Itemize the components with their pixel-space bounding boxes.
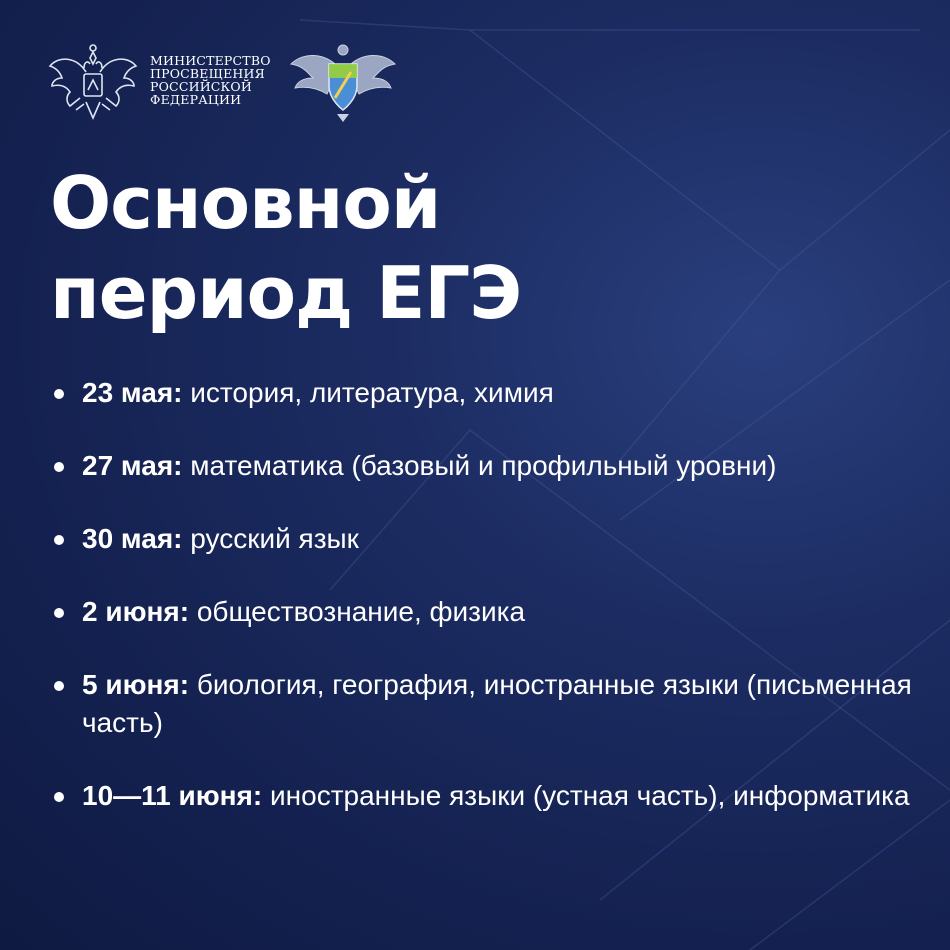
exam-date: 2 июня: [82,596,197,627]
exam-schedule-list [50,374,930,815]
list-item [50,777,930,815]
list-item [50,593,930,631]
bullet-icon [54,535,64,545]
exam-date: 5 июня: [82,669,197,700]
rosobrnadzor-eagle-emblem-icon [289,38,397,122]
exam-date: 30 мая: [82,523,191,554]
ministry-line: ФЕДЕРАЦИИ [150,92,242,107]
list-item [50,374,930,412]
list-item [50,666,930,742]
exam-subjects: обществознание, физика [196,596,526,627]
exam-subjects: иностранные языки (устная часть), информатика [270,780,910,811]
exam-subjects: биология, география, иностранные языки (письменная часть) [82,669,912,738]
ministry-line: РОССИЙСКОЙ [150,79,252,94]
ministry-line: МИНИСТЕРСТВО [150,53,271,68]
exam-date: 10—11 июня: [82,780,271,811]
exam-date: 23 мая: [82,377,191,408]
list-item [50,520,930,558]
exam-subjects: история, литература, химия [190,377,554,408]
exam-subjects: русский язык [190,523,359,554]
bullet-icon [54,792,64,802]
logo-bar [46,38,397,122]
bullet-icon [54,389,64,399]
title-line: период ЕГЭ [50,251,522,335]
title-line: Основной [50,161,441,245]
exam-date: 27 мая: [82,450,191,481]
double-headed-eagle-emblem-icon [46,38,140,122]
exam-subjects: математика (базовый и профильный уровни) [190,450,777,481]
ministry-line: ПРОСВЕЩЕНИЯ [150,66,265,81]
ministry-name [150,54,271,106]
bullet-icon [54,681,64,691]
bullet-icon [54,462,64,472]
page-title [50,158,521,338]
bullet-icon [54,608,64,618]
list-item [50,447,930,485]
